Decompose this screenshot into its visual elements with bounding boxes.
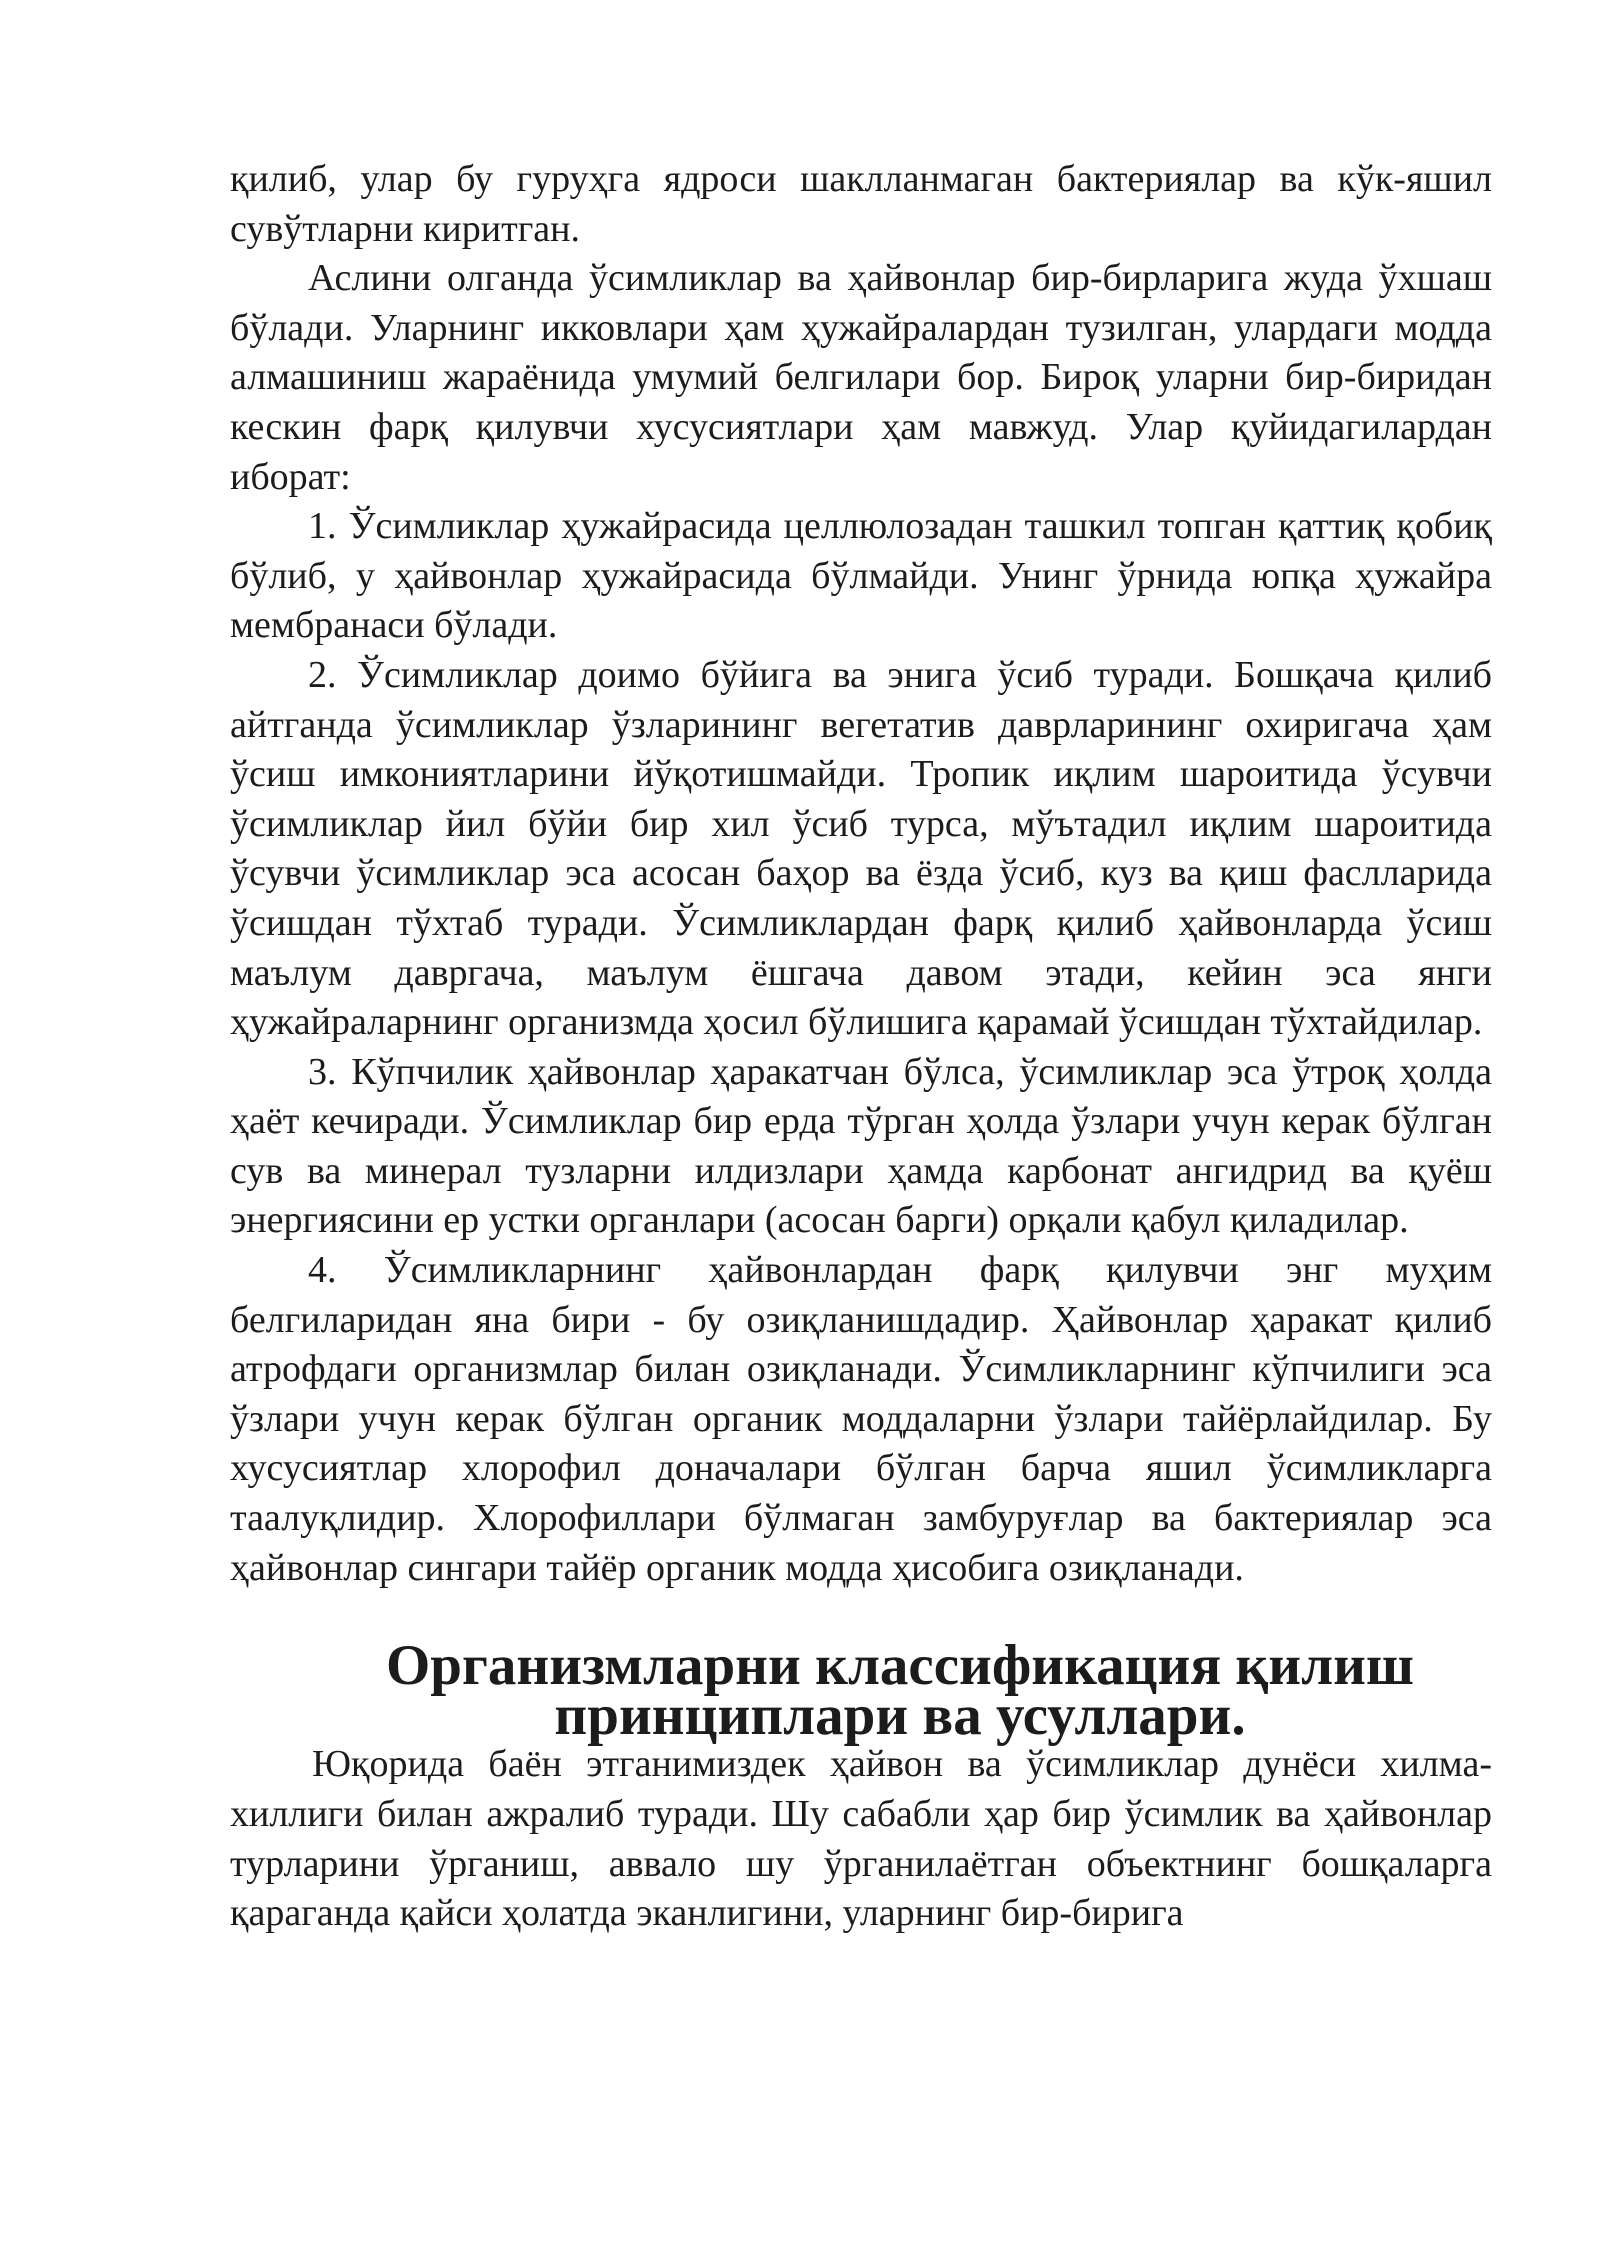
document-page [230,155,1492,1939]
list-item-4: 4. Ўсимликларнинг ҳайвонлардан фарқ қилувчи энг муҳим белгиларидан яна бири - бу озиқланишдадир. Ҳайвонлар ҳаракат қилиб атрофдаги организмлар билан озиқланади. Ўсимликларнинг кўпчилиги эса ўзлари учун керак бўлган органик моддаларни ўзлари тайёрлайдилар. Бу хусусиятлар хлорофил доначалари бўлган барча яшил ўсимликларга таалуқлидир. Хлорофиллари бўлмаган замбуруғлар ва бактериялар эса ҳайвонлар сингари тайёр органик модда ҳисобига озиқланади. [230,1249,1492,1589]
section-heading: Организмларни классификация қилиш принциплари ва усуллари. [385,1634,1415,1747]
list-item-3: 3. Кўпчилик ҳайвонлар ҳаракатчан бўлса, ўсимликлар эса ўтроқ ҳолда ҳаёт кечиради. Ўсимликлар бир ерда тўрган ҳолда ўзлари учун керак бўлган сув ва минерал тузларни илдизлари ҳамда карбонат ангидрид ва қуёш энергиясини ер устки органлари (асосан барги) орқали қабул қиладилар. [230,1050,1492,1242]
list-item-1: 1. Ўсимликлар ҳужайрасида целлюлозадан ташкил топган қаттиқ қобиқ бўлиб, у ҳайвонлар ҳужайрасида бўлмайди. Унинг ўрнида юпқа ҳужайра мембранаси бўлади. [230,505,1492,647]
paragraph-continuation: қилиб, улар бу гуруҳга ядроси шаклланмаган бактериялар ва кўк-яшил сувўтларни киритган. [230,158,1492,250]
paragraph-intro: Аслини олганда ўсимликлар ва ҳайвонлар бир-бирларига жуда ўхшаш бўлади. Уларнинг икковлари ҳам ҳужайралардан тузилган, улардаги модда алмашиниш жараёнида умумий белгилари бор. Бироқ уларни бир-биридан кескин фарқ қилувчи хусусиятлари ҳам мавжуд. Улар қуйидагилардан иборат: [230,257,1492,498]
list-item-2: 2. Ўсимликлар доимо бўйига ва энига ўсиб туради. Бошқача қилиб айтганда ўсимликлар ўзларининг вегетатив даврларининг охиригача ҳам ўсиш имкониятларини йўқотишмайди. Тропик иқлим шароитида ўсувчи ўсимликлар йил бўйи бир хил ўсиб турса, мўътадил иқлим шароитида ўсувчи ўсимликлар эса асосан баҳор ва ёзда ўсиб, куз ва қиш фаслларида ўсишдан тўхтаб туради. Ўсимликлардан фарқ қилиб ҳайвонларда ўсиш маълум давргача, маълум ёшгача давом этади, кейин эса янги ҳужайраларнинг организмда ҳосил бўлишига қарамай ўсишдан тўхтайдилар. [230,653,1492,1044]
paragraph-closing: Юқорида баён этганимиздек ҳайвон ва ўсимликлар дунёси хилма-хиллиги билан ажралиб туради. Шу сабабли ҳар бир ўсимлик ва ҳайвонлар турларини ўрганиш, аввало шу ўрганилаётган объектнинг бошқаларга қараганда қайси ҳолатда эканлигини, уларнинг бир-бирига [230,1743,1492,1935]
